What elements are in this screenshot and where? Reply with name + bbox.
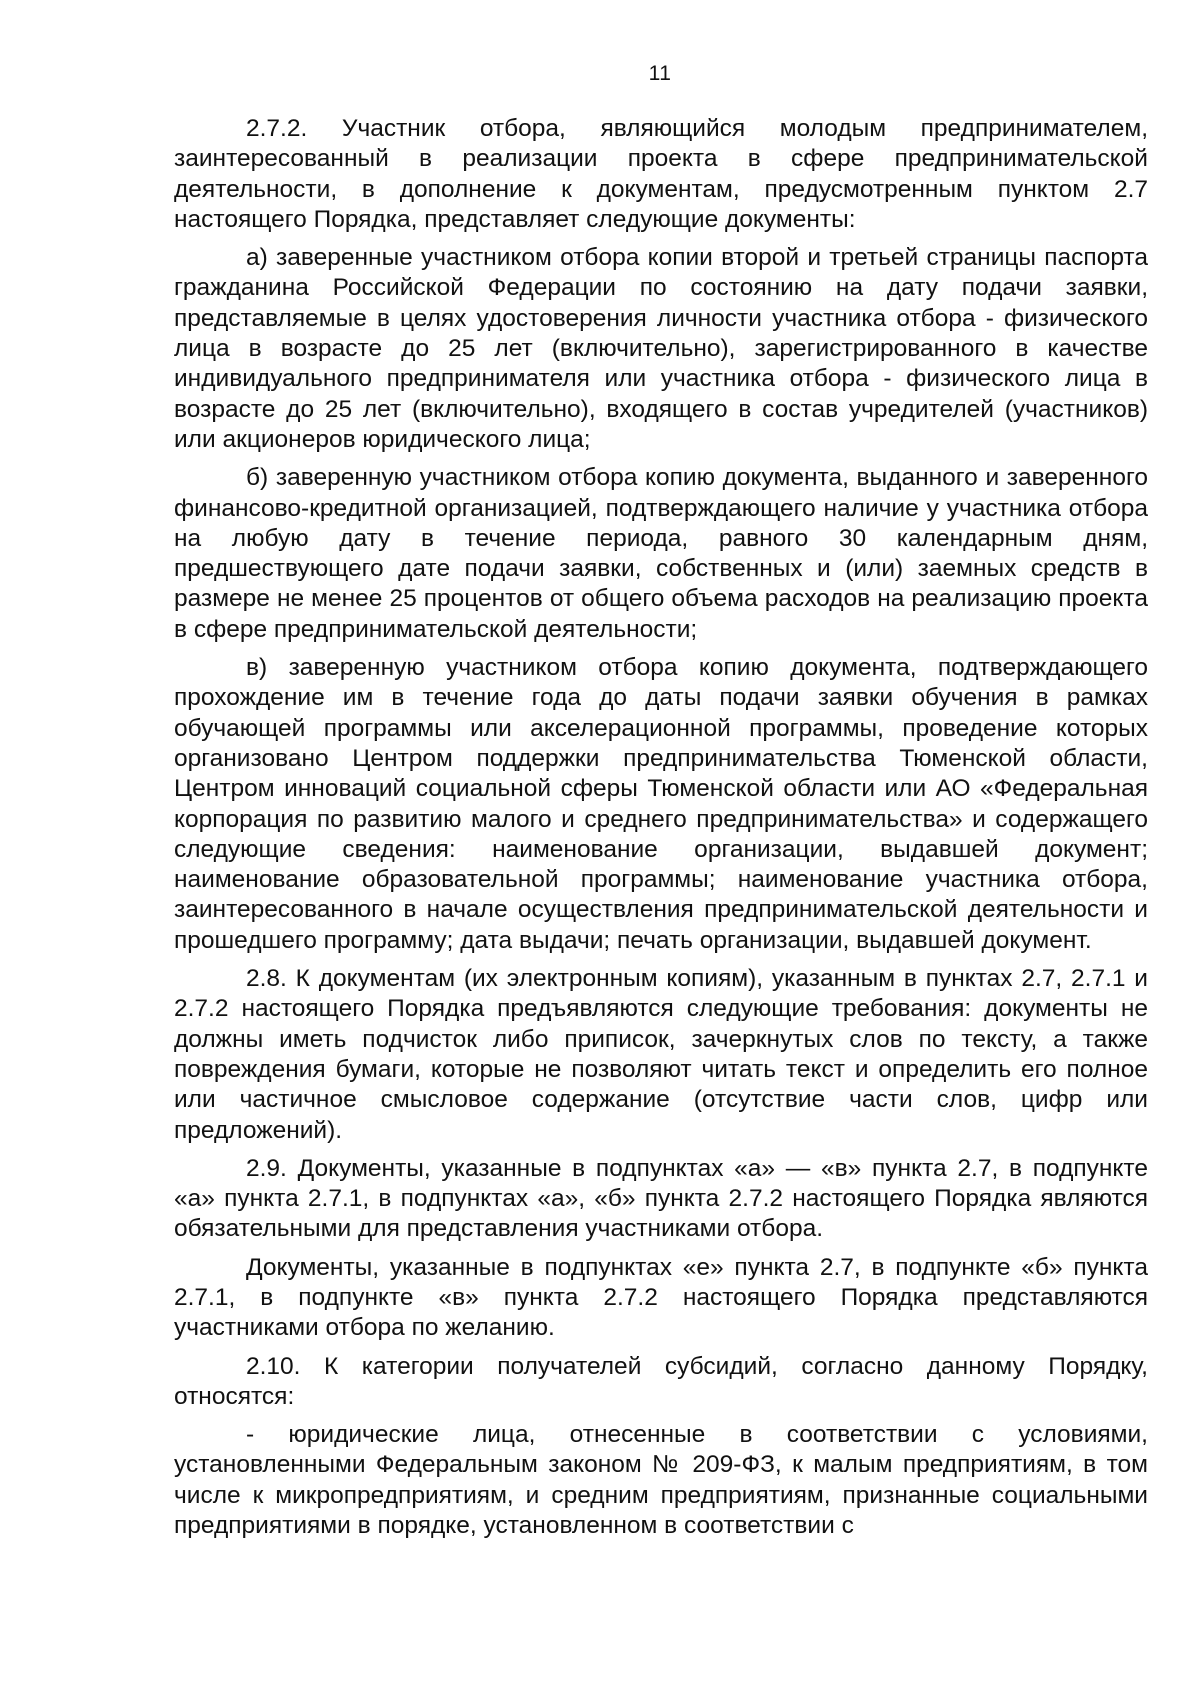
- paragraph-2-7-2-a: а) заверенные участником отбора копии второй и третьей страницы паспорта гражданина Российской Федерации по состоянию на дату подачи заявки, представляемые в целях удостоверения личности участника отбора - физического лица в возрасте до 25 лет (включительно), зарегистрированного в качестве индивидуального предпринимателя или участника отбора - физического лица в возрасте до 25 лет (включительно), входящего в состав учредителей (участников) или акционеров юридического лица;: [174, 244, 1148, 453]
- paragraph-2-7-2-v: в) заверенную участником отбора копию документа, подтверждающего прохождение им в течение года до даты подачи заявки обучения в рамках обучающей программы или акселерационной программы, проведение которых организовано Центром поддержки предпринимательства Тюменской области, Центром инноваций социальной сферы Тюменской области или АО «Федеральная корпорация по развитию малого и среднего предпринимательства» и содержащего следующие сведения: наименование организации, выдавшей документ; наименование образовательной программы; наименование участника отбора, заинтересованного в начале осуществления предпринимательской деятельности и прошедшего программу; дата выдачи; печать организации, выдавшей документ.: [174, 654, 1148, 954]
- paragraph-2-8: 2.8. К документам (их электронным копиям), указанным в пунктах 2.7, 2.7.1 и 2.7.2 настоящего Порядка предъявляются следующие требования: документы не должны иметь подчисток либо приписок, зачеркнутых слов по тексту, а также повреждения бумаги, которые не позволяют читать текст и определить его полное или частичное смысловое содержание (отсутствие части слов, цифр или предложений).: [174, 965, 1148, 1144]
- document-body: [174, 114, 1148, 1549]
- paragraph-2-10-legal-entities: - юридические лица, отнесенные в соответствии с условиями, установленными Федеральным законом № 209-ФЗ, к малым предприятиям, в том числе к микропредприятиям, и средним предприятиям, признанные социальными предприятиями в порядке, установленном в соответствии с: [174, 1421, 1148, 1540]
- paragraph-2-9-optional-documents: Документы, указанные в подпунктах «е» пункта 2.7, в подпункте «б» пункта 2.7.1, в подпункте «в» пункта 2.7.2 настоящего Порядка представляются участниками отбора по желанию.: [174, 1253, 1148, 1342]
- paragraph-2-7-2-b: б) заверенную участником отбора копию документа, выданного и заверенного финансово-кредитной организацией, подтверждающего наличие у участника отбора на любую дату в течение периода, равного 30 календарным дням, предшествующего дате подачи заявки, собственных и (или) заемных средств в размере не менее 25 процентов от общего объема расходов на реализацию проекта в сфере предпринимательской деятельности;: [174, 464, 1148, 643]
- paragraph-2-7-2: 2.7.2. Участник отбора, являющийся молодым предпринимателем, заинтересованный в реализации проекта в сфере предпринимательской деятельности, в дополнение к документам, предусмотренным пунктом 2.7 настоящего Порядка, представляет следующие документы:: [174, 115, 1148, 233]
- page-number: 11: [648, 62, 672, 85]
- paragraph-2-10: 2.10. К категории получателей субсидий, согласно данному Порядку, относятся:: [174, 1352, 1148, 1410]
- paragraph-2-9: 2.9. Документы, указанные в подпунктах «а» — «в» пункта 2.7, в подпункте «а» пункта 2.7.1, в подпунктах «а», «б» пункта 2.7.2 настоящего Порядка являются обязательными для представления участниками отбора.: [174, 1154, 1148, 1243]
